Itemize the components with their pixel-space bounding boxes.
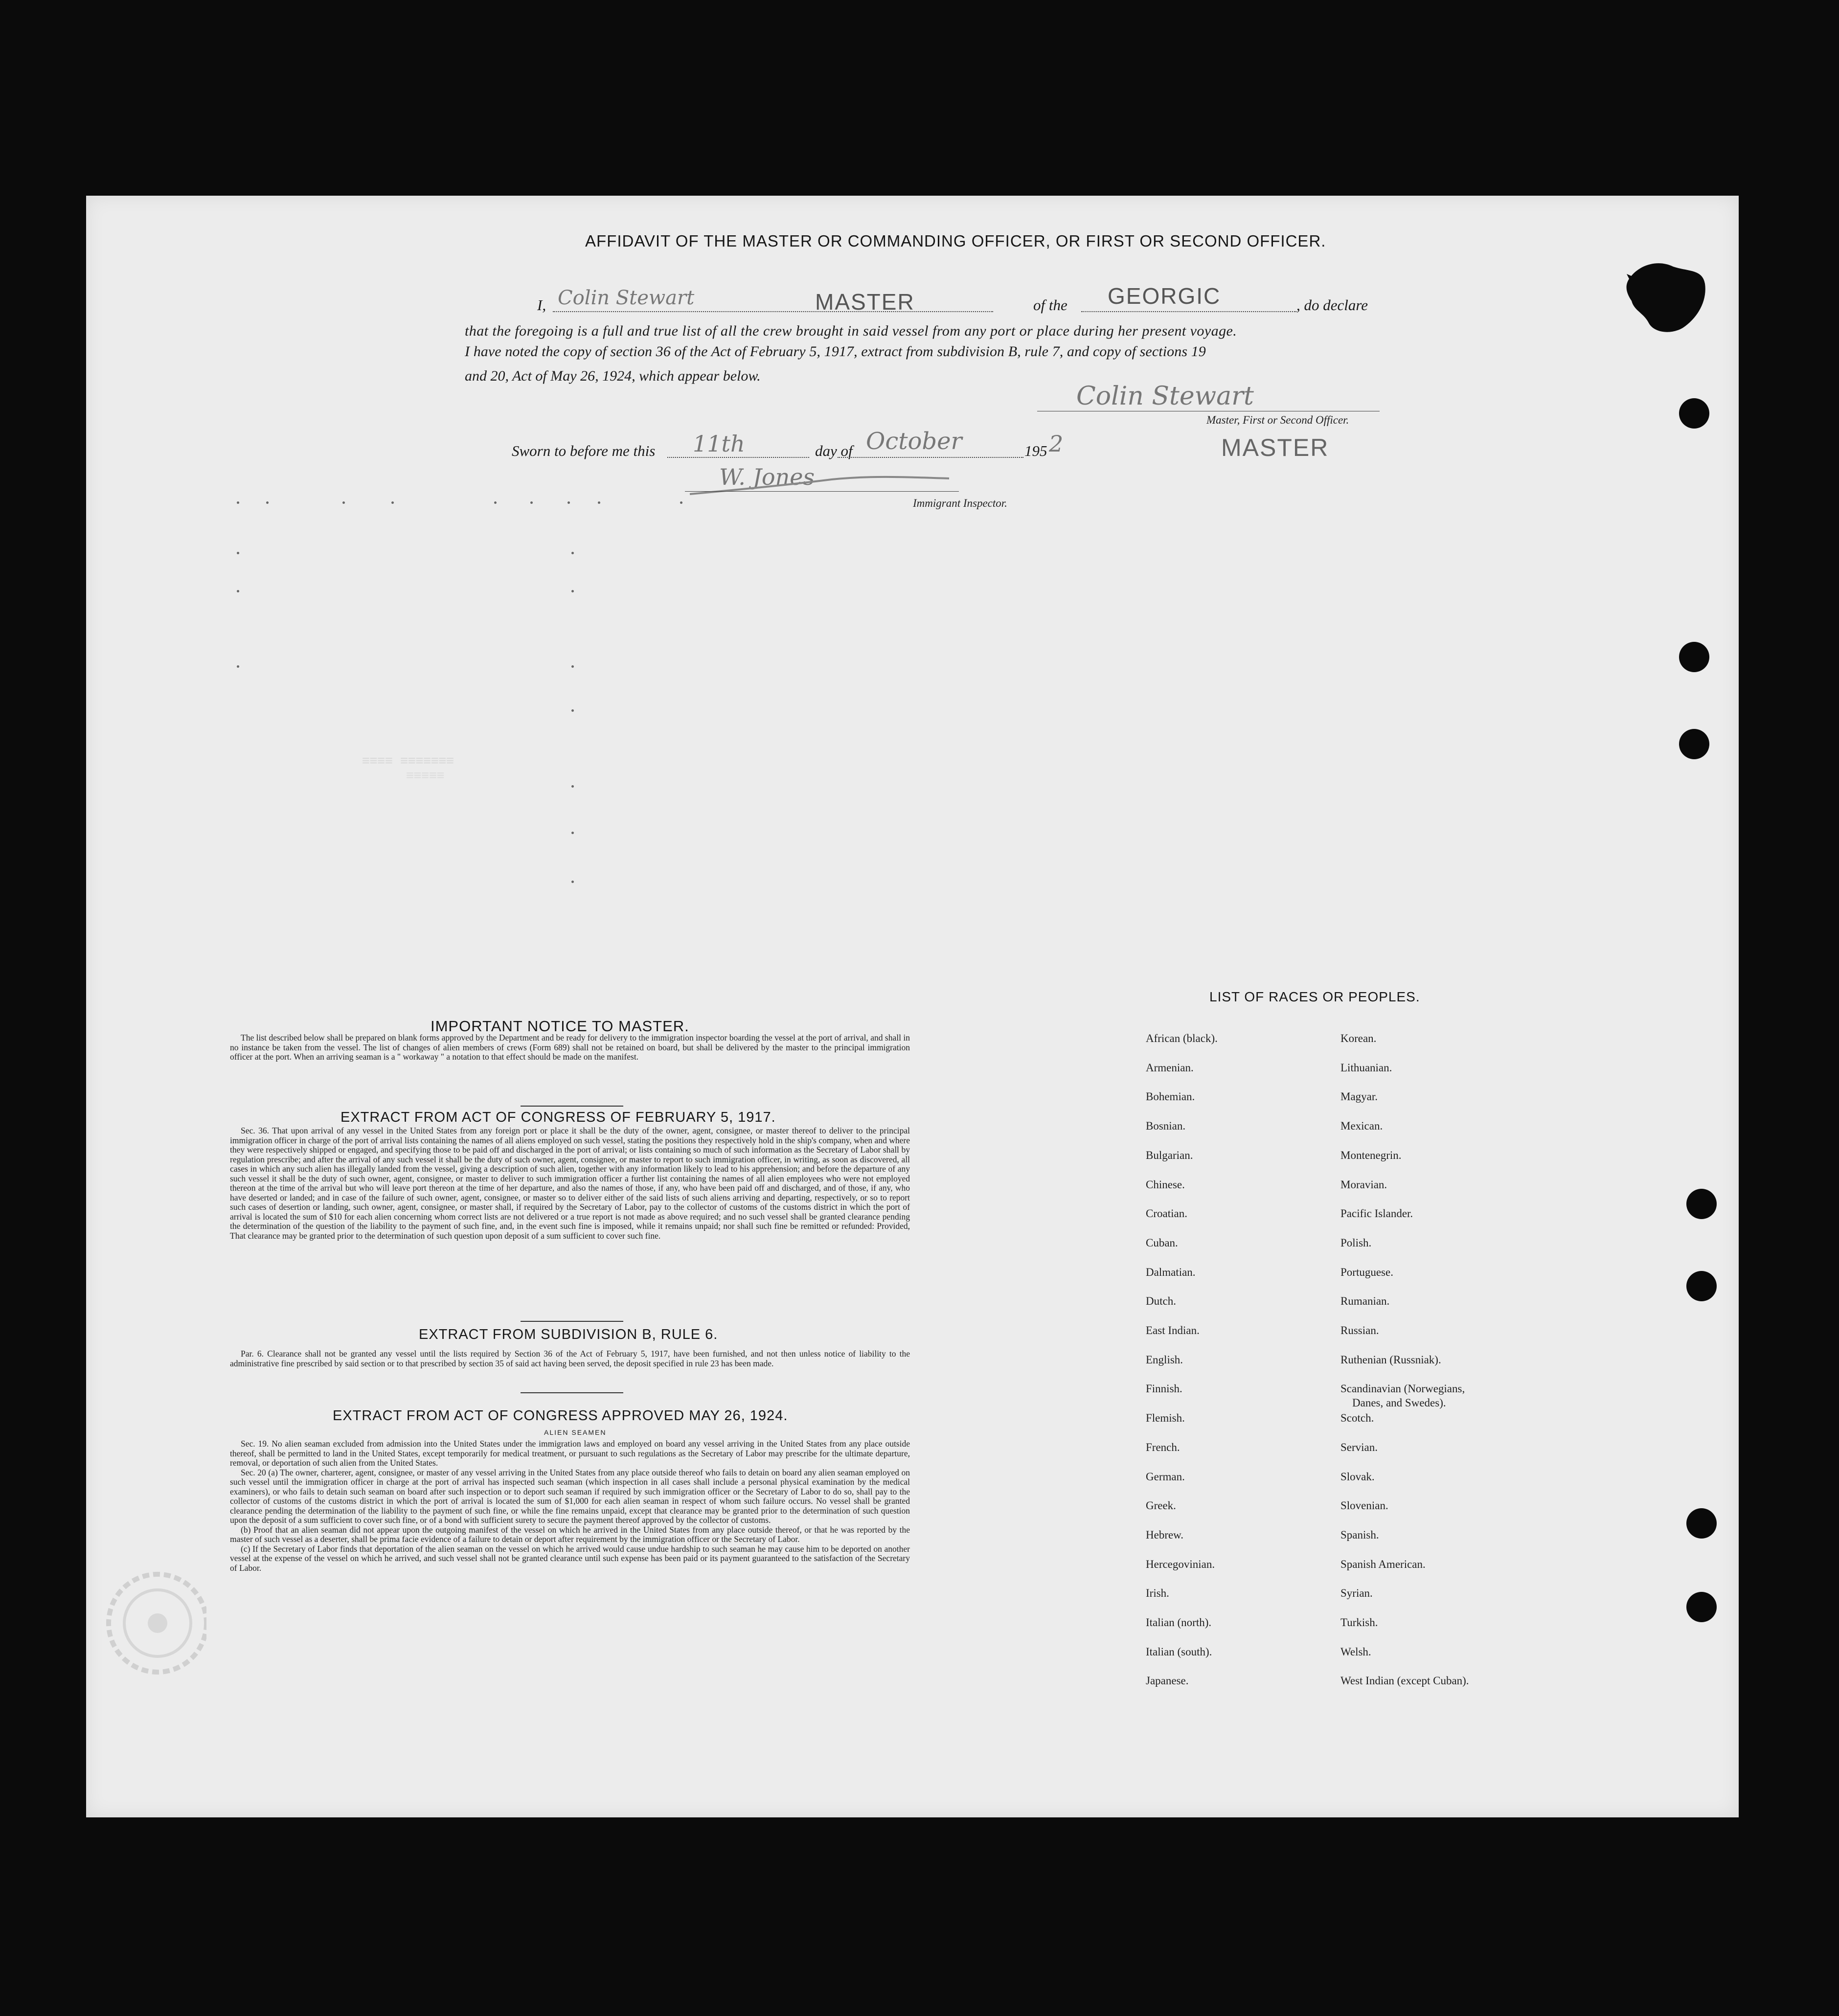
- master-stamp: MASTER: [1221, 434, 1329, 461]
- act-1924-title: EXTRACT FROM ACT OF CONGRESS APPROVED MAY 26, 1924.: [333, 1408, 788, 1424]
- divider: [521, 1392, 623, 1393]
- race-item: Bosnian.: [1146, 1120, 1186, 1132]
- race-item: Scandinavian (Norwegians,: [1340, 1382, 1465, 1395]
- ink-blot-icon: [1624, 254, 1707, 338]
- race-item: Scotch.: [1340, 1412, 1374, 1424]
- race-item: Magyar.: [1340, 1090, 1378, 1103]
- race-item: Spanish.: [1340, 1529, 1379, 1541]
- race-item: Irish.: [1146, 1587, 1169, 1599]
- race-item: Japanese.: [1146, 1675, 1189, 1687]
- race-item: Rumanian.: [1340, 1295, 1390, 1307]
- race-item: Ruthenian (Russniak).: [1340, 1354, 1441, 1366]
- month-blank: [838, 457, 1023, 458]
- name-blank: [553, 311, 993, 312]
- column-dot: [342, 501, 345, 504]
- column-dot: [571, 665, 574, 668]
- rank-stamp: MASTER: [815, 289, 915, 315]
- race-item: Slovak.: [1340, 1471, 1375, 1483]
- vessel-blank: [1081, 311, 1296, 312]
- column-dot: [571, 552, 574, 554]
- sworn-day: 11th: [693, 430, 745, 457]
- divider: [521, 1321, 623, 1322]
- race-item: Hercegovinian.: [1146, 1558, 1215, 1570]
- column-dot: [571, 881, 574, 883]
- master-signature: Colin Stewart: [558, 287, 695, 309]
- punch-hole: [1686, 1508, 1717, 1539]
- column-dot: [598, 501, 600, 504]
- race-item: Spanish American.: [1340, 1558, 1426, 1570]
- column-dot: [571, 785, 574, 788]
- race-item: Polish.: [1340, 1237, 1372, 1249]
- act-1924-subtitle: ALIEN SEAMEN: [544, 1428, 607, 1436]
- race-item: Portuguese.: [1340, 1266, 1393, 1278]
- affidavit-line-2: that the foregoing is a full and true list of all the crew brought in said vessel from any port or place during her present voyage.: [465, 323, 1237, 339]
- race-item: African (black).: [1146, 1032, 1218, 1044]
- act-1917-title: EXTRACT FROM ACT OF CONGRESS OF FEBRUARY 5, 1917.: [341, 1110, 776, 1125]
- race-item: Moravian.: [1340, 1178, 1387, 1191]
- race-item: Slovenian.: [1340, 1499, 1388, 1512]
- year-prefix: 195: [1024, 442, 1047, 459]
- punch-hole: [1679, 642, 1709, 672]
- of-the-label: of the: [1033, 296, 1067, 314]
- notice-paragraph: The list described below shall be prepared on blank forms approved by the Department and be ready for delivery to the immigration inspector boarding the vessel at the port of arrival, and shall in no instance be taken from the vessel. The list of changes of alien members of crews (Form 689) shall not be retained on board, but shall be delivered by the master to the principal immigration officer at the port. When an arriving seaman is a " workaway " a notation to that effect should be made on the manifest.: [230, 1033, 910, 1062]
- column-dot: [568, 501, 570, 504]
- do-declare-label: , do declare: [1296, 296, 1368, 314]
- inspector-caption: Immigrant Inspector.: [913, 497, 1007, 509]
- notice-text: [230, 1033, 910, 1062]
- race-item: West Indian (except Cuban).: [1340, 1675, 1469, 1687]
- race-item: Finnish.: [1146, 1382, 1182, 1395]
- day-of-label: day of: [815, 442, 853, 459]
- bleed-through: ≡≡≡≡ ≡≡≡≡≡≡≡ ≡≡≡≡≡: [362, 753, 454, 783]
- embossed-seal-icon: [104, 1550, 206, 1687]
- punch-hole: [1686, 1189, 1717, 1219]
- sworn-prefix: Sworn to before me this: [512, 442, 656, 459]
- race-item: Pacific Islander.: [1340, 1207, 1413, 1220]
- column-dot: [680, 501, 682, 504]
- act-1917-text: [230, 1126, 910, 1241]
- affidavit-line-4: and 20, Act of May 26, 1924, which appear below.: [465, 368, 761, 384]
- act-1917-paragraph: Sec. 36. That upon arrival of any vessel in the United States from any foreign port or place it shall be the duty of the owner, agent, consignee, or master thereof to deliver to the principal immigration officer in charge of the port of arrival lists containing the names of all aliens employed on such vessel, stating the positions they respectively hold in the ship's company, when and where they were respectively shipped or engaged, and specifying those to be paid off and discharged in the port of arrival; or lists containing so much of such information as the Secretary of Labor shall by regulation prescribe; and after the arrival of any such vessel it shall be the duty of such owner, agent, consignee, or master to report to such immigration officer, in writing, as soon as discovered, all cases in which any such alien has illegally landed from the vessel, giving a description of such alien, together with any information likely to lead to his apprehension; and before the departure of any such vessel it shall be the duty of such owner, agent, consignee, or master to deliver to such immigration officer a further list containing the names of all alien employees who were not employed thereon at the time of the arrival but who will leave port thereon at the time of her departure, and also the names of those, if any, who have been paid off and discharged, and of those, if any, who have deserted or landed; and in case of the failure of such owner, agent, consignee, or master so to deliver either of the said lists of such aliens arriving and departing, respectively, or so to report such cases of desertion or landing, such owner, agent, consignee, or master shall, if required by the Secretary of Labor, pay to the collector of customs of the customs district in which the port of arrival is located the sum of $10 for each alien concerning whom correct lists are not delivered or a true report is not made as above required; and no such vessel shall be granted clearance pending the determination of the question of the liability to the payment of such fine, and, in the event such fine is imposed, while it remains unpaid; nor shall such fine be remitted or refunded: Provided, That clearance may be granted prior to the determination of such question upon deposit of a sum sufficient to cover such fine.: [230, 1126, 910, 1241]
- races-title: LIST OF RACES OR PEOPLES.: [1209, 989, 1420, 1004]
- column-dot: [571, 590, 574, 592]
- affidavit-line-3: I have noted the copy of section 36 of the Act of February 5, 1917, extract from subdivision B, rule 7, and copy of sections 19: [465, 343, 1206, 360]
- rule-6-title: EXTRACT FROM SUBDIVISION B, RULE 6.: [419, 1327, 718, 1342]
- race-item: Syrian.: [1340, 1587, 1373, 1599]
- inspector-line: [685, 491, 959, 492]
- race-item: Dutch.: [1146, 1295, 1176, 1307]
- rule-6-text: [230, 1349, 910, 1368]
- race-item: Bohemian.: [1146, 1090, 1195, 1103]
- year-suffix: 2: [1049, 430, 1064, 457]
- race-item: Mexican.: [1340, 1120, 1383, 1132]
- punch-hole: [1686, 1271, 1717, 1301]
- affidavit-pronoun: I,: [537, 296, 546, 314]
- column-dot: [237, 501, 239, 504]
- race-item: Hebrew.: [1146, 1529, 1184, 1541]
- race-item: Croatian.: [1146, 1207, 1187, 1220]
- race-item: Lithuanian.: [1340, 1062, 1392, 1074]
- race-item: Dalmatian.: [1146, 1266, 1196, 1278]
- race-item: French.: [1146, 1441, 1180, 1453]
- column-dot: [530, 501, 533, 504]
- officer-caption: Master, First or Second Officer.: [1206, 414, 1349, 426]
- race-item: Armenian.: [1146, 1062, 1194, 1074]
- column-dot: [237, 552, 239, 554]
- race-continuation: Danes, and Swedes).: [1352, 1397, 1446, 1409]
- column-dot: [571, 709, 574, 712]
- race-item: English.: [1146, 1354, 1183, 1366]
- race-item: Cuban.: [1146, 1237, 1178, 1249]
- notice-title: IMPORTANT NOTICE TO MASTER.: [431, 1018, 689, 1035]
- race-item: Welsh.: [1340, 1646, 1371, 1658]
- sec-20c-paragraph: (c) If the Secretary of Labor finds that deportation of the alien seaman on the vessel on which he arrived would cause undue hardship to such seaman he may cause him to be deported on another vessel at the expense of the vessel on which he arrived, and such vessel shall not be granted clearance until such expense has been paid or its payment guaranteed to the satisfaction of the Secretary of Labor.: [230, 1543, 910, 1573]
- column-dot: [571, 832, 574, 834]
- race-item: East Indian.: [1146, 1324, 1200, 1336]
- vessel-stamp: GEORGIC: [1108, 283, 1221, 309]
- race-item: Korean.: [1340, 1032, 1377, 1044]
- race-item: Russian.: [1340, 1324, 1379, 1336]
- day-blank: [667, 457, 809, 458]
- race-item: Chinese.: [1146, 1178, 1185, 1191]
- punch-hole: [1679, 729, 1709, 759]
- race-item: Turkish.: [1340, 1616, 1378, 1629]
- sec-19-paragraph: Sec. 19. No alien seaman excluded from admission into the United States under the immigration laws and employed on board any vessel arriving in the United States from any place outside thereof, shall be permitted to land in the United States, except temporarily for medical treatment, or pursuant to such regulations as the Secretary of Labor may prescribe for the ultimate departure, removal, or deportation of such alien from the United States.: [230, 1439, 910, 1468]
- race-item: Flemish.: [1146, 1412, 1185, 1424]
- race-item: Greek.: [1146, 1499, 1176, 1512]
- sec-20b-paragraph: (b) Proof that an alien seaman did not appear upon the outgoing manifest of the vessel on which he arrived in the United States from any place outside thereof, or that he was reported by the master of such vessel as a deserter, shall be prima facie evidence of a failure to detain or deport after requirement by the immigration officer or the Secretary of Labor.: [230, 1524, 910, 1544]
- column-dot: [391, 501, 394, 504]
- sworn-month: October: [866, 428, 962, 455]
- column-dot: [266, 501, 269, 504]
- sec-20a-paragraph: Sec. 20 (a) The owner, charterer, agent, consignee, or master of any vessel arriving in the United States from any place outside thereof who fails to detain on board any alien seaman employed on such vessel until the immigration officer in charge at the port of arrival has inspected such seaman (which inspection in all cases shall include a personal physical examination by the medical examiners), or who fails to detain such seaman on board after such inspection or to deport such seaman if required by such immigration officer or the Secretary of Labor to do so, shall pay to the collector of customs of the customs district in which the port of arrival is located the sum of $1,000 for each alien seaman in respect of whom such failure occurs. No vessel shall be granted clearance pending the determination of the liability to the payment of such fine, or while the fine remains unpaid, except that clearance may be granted prior to the determination of such question upon the deposit of a sum sufficient to cover such fine, or of a bond with sufficient surety to secure the payment thereof approved by the collector of customs.: [230, 1467, 910, 1525]
- act-1924-text: [230, 1439, 910, 1573]
- race-item: Italian (north).: [1146, 1616, 1212, 1629]
- race-item: Servian.: [1340, 1441, 1378, 1453]
- rule-6-paragraph: Par. 6. Clearance shall not be granted any vessel until the lists required by Section 36 of the Act of February 5, 1917, have been furnished, and not then unless notice of liability to the administrative fine prescribed by said section or to that prescribed by section 35 of said act having been served, the deposit specified in rule 23 has been made.: [230, 1349, 910, 1368]
- officer-signature: Colin Stewart: [1076, 382, 1254, 411]
- race-item: Montenegrin.: [1340, 1149, 1402, 1161]
- inspector-signature: W. Jones: [719, 464, 815, 490]
- column-dot: [237, 665, 239, 668]
- column-dot: [494, 501, 497, 504]
- race-item: Bulgarian.: [1146, 1149, 1193, 1161]
- race-item: German.: [1146, 1471, 1185, 1483]
- divider: [521, 1106, 623, 1107]
- column-dot: [237, 590, 239, 592]
- race-item: Italian (south).: [1146, 1646, 1212, 1658]
- affidavit-title: AFFIDAVIT OF THE MASTER OR COMMANDING OFFICER, OR FIRST OR SECOND OFFICER.: [585, 232, 1326, 250]
- punch-hole: [1679, 398, 1709, 429]
- punch-hole: [1686, 1592, 1717, 1622]
